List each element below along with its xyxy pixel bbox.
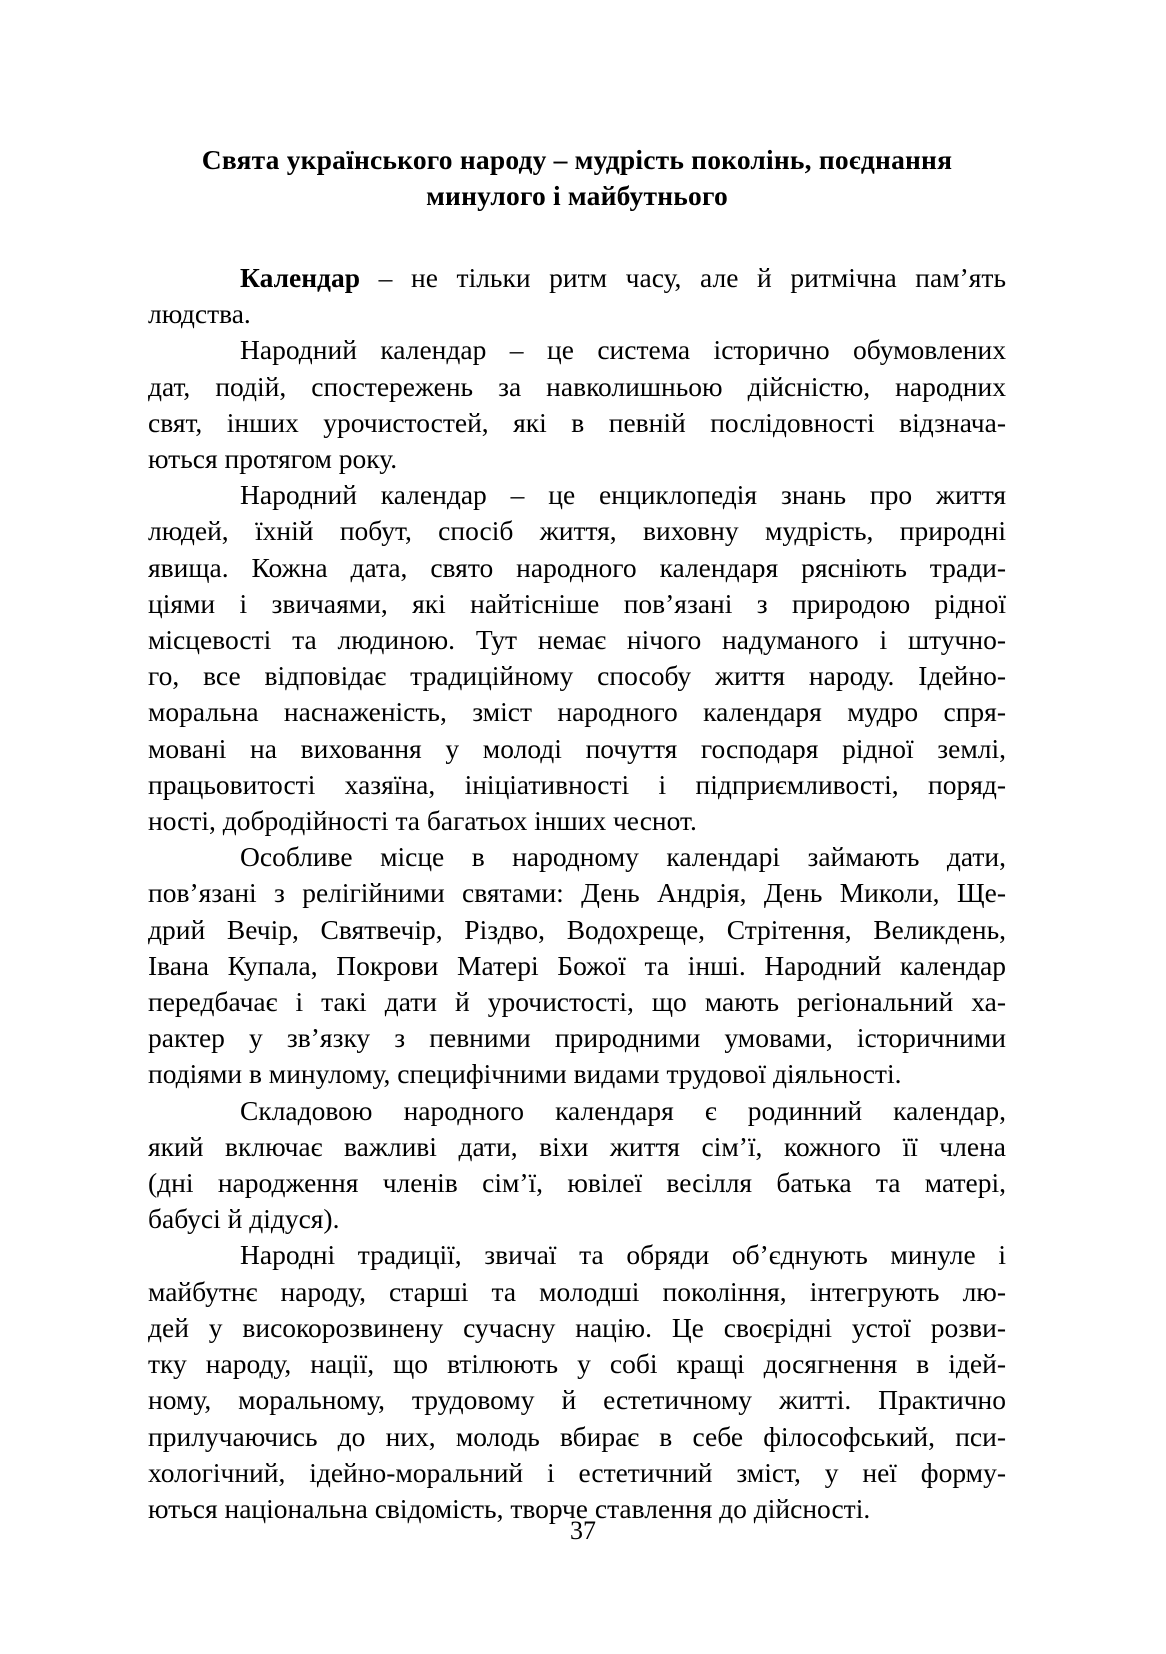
- title-line-2: минулого і майбутнього: [426, 180, 728, 211]
- page-number: 37: [570, 1516, 596, 1545]
- paragraph: [148, 1237, 1006, 1527]
- defined-term: Календар: [240, 262, 361, 293]
- paragraph-line: Народний календар – це система історично обумовлених: [240, 334, 1006, 366]
- paragraph-line: Особливе місце в народному календарі займають дати,: [240, 841, 1006, 873]
- paragraph-line: дат, подій, спостережень за навколишньою дійсністю, народних: [148, 370, 1006, 402]
- paragraph-line: моральна наснаженість, зміст народного календаря мудро спря-: [148, 696, 1006, 728]
- paragraph: [148, 839, 1006, 1092]
- paragraph-line: ються національна свідомість, творче ставлення до дійсності.: [148, 1492, 871, 1524]
- paragraph-line: ціями і звичаями, які найтісніше пов’язані з природою рідної: [148, 587, 1006, 619]
- paragraph-line: прилучаючись до них, молодь вбирає в себе філософський, пси-: [148, 1420, 1006, 1452]
- paragraph-line: передбачає і такі дати й урочистості, що мають регіональний ха-: [148, 986, 1006, 1018]
- paragraph: [148, 1093, 1006, 1238]
- paragraph-line: дрий Вечір, Святвечір, Різдво, Водохреще, Стрітення, Великдень,: [148, 913, 1006, 945]
- page-title: [148, 142, 1006, 214]
- paragraph-line: Народний календар – це енциклопедія знань про життя: [240, 479, 1006, 511]
- paragraph-line: місцевості та людиною. Тут немає нічого надуманого і штучно-: [148, 624, 1006, 656]
- paragraph-line: явища. Кожна дата, свято народного календаря рясніють тради-: [148, 551, 1006, 583]
- paragraph-line: пов’язані з релігійними святами: День Андрія, День Миколи, Ще-: [148, 877, 1006, 909]
- paragraph-line: людства.: [148, 298, 251, 330]
- paragraph-line: Народні традиції, звичаї та обряди об’єднують минуле і: [240, 1239, 1006, 1271]
- paragraph-line: свят, інших урочистостей, які в певній послідовності відзнача-: [148, 406, 1006, 438]
- paragraph-line: працьовитості хазяїна, ініціативності і підприємливості, поряд-: [148, 768, 1006, 800]
- paragraph-line: [148, 260, 1006, 296]
- paragraph-line: го, все відповідає традиційному способу життя народу. Ідейно-: [148, 660, 1006, 692]
- paragraph-line: Складовою народного календаря є родинний календар,: [240, 1094, 1006, 1126]
- paragraph: [148, 477, 1006, 839]
- paragraph-line: бабусі й дідуся).: [148, 1203, 340, 1235]
- paragraph-line: ються протягом року.: [148, 443, 398, 475]
- paragraph-line: хологічний, ідейно-моральний і естетичний зміст, у неї форму-: [148, 1456, 1006, 1488]
- paragraph-line: ності, добродійності та багатьох інших чеснот.: [148, 805, 697, 837]
- paragraph-line-text: – не тільки ритм часу, але й ритмічна пам’ять: [360, 262, 1006, 293]
- paragraph-line: (дні народження членів сім’ї, ювілеї весілля батька та матері,: [148, 1167, 1006, 1199]
- paragraph-line: ному, моральному, трудовому й естетичному житті. Практично: [148, 1384, 1006, 1416]
- paragraph-line: рактер у зв’язку з певними природними умовами, історичними: [148, 1022, 1006, 1054]
- paragraph-line: дей у високорозвинену сучасну націю. Це своєрідні устої розви-: [148, 1311, 1006, 1343]
- page-content: [148, 142, 1006, 1527]
- paragraph-line: майбутнє народу, старші та молодші покоління, інтегрують лю-: [148, 1275, 1006, 1307]
- paragraph-line: який включає важливі дати, віхи життя сім’ї, кожного її члена: [148, 1130, 1006, 1162]
- paragraph: [148, 260, 1006, 332]
- body-text: [148, 260, 1006, 1527]
- paragraph-line: людей, їхній побут, спосіб життя, виховну мудрість, природні: [148, 515, 1006, 547]
- paragraph-line: тку народу, нації, що втілюють у собі кращі досягнення в ідей-: [148, 1348, 1006, 1380]
- paragraph-line: Івана Купала, Покрови Матері Божої та інші. Народний календар: [148, 949, 1006, 981]
- paragraph-line: подіями в минулому, специфічними видами трудової діяльності.: [148, 1058, 902, 1090]
- paragraph-line: мовані на виховання у молоді почуття господаря рідної землі,: [148, 732, 1006, 764]
- title-line-1: Свята українського народу – мудрість поколінь, поєднання: [201, 144, 953, 175]
- paragraph: [148, 332, 1006, 477]
